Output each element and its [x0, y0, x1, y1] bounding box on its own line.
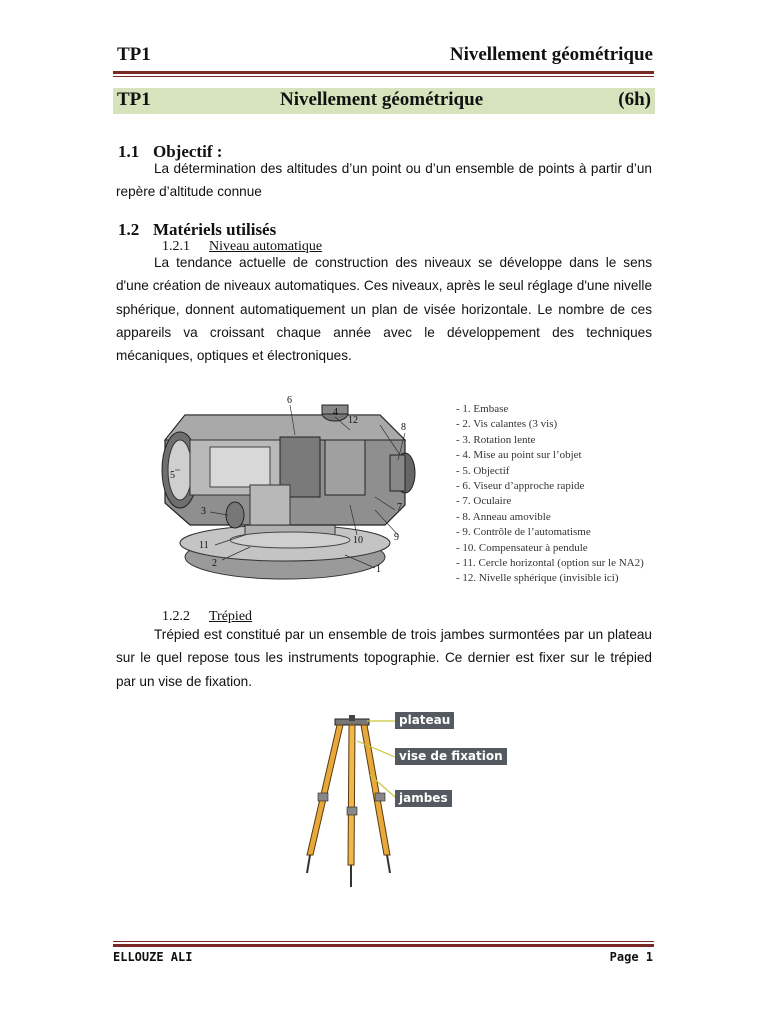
header-rule	[113, 71, 654, 77]
legend-item: - 11. Cercle horizontal (option sur le NA2)	[456, 557, 644, 570]
part-number: 2	[212, 558, 217, 569]
legend-item: - 10. Compensateur à pendule	[456, 541, 588, 554]
section-title: Objectif :	[153, 142, 223, 161]
footer-rule	[113, 941, 654, 947]
subsection-number: 1.2.2	[162, 609, 190, 624]
section-number: 1.2	[118, 220, 140, 239]
legend-item: - 2. Vis calantes (3 vis)	[456, 418, 558, 431]
paragraph-trepied: Trépied est constitué par un ensemble de trois jambes surmontées par un plateau sur le quel repose tous les instruments topographie. Ce dernier est fixer sur le trépied par un vise de fixation.	[116, 627, 652, 689]
subsection-title: Niveau automatique	[209, 239, 323, 254]
legend-item: - 3. Rotation lente	[456, 433, 536, 446]
section-heading-materiels	[118, 220, 276, 240]
legend-item: - 7. Oculaire	[456, 495, 512, 508]
footer-page-number: Page 1	[609, 950, 653, 964]
section-number: 1.1	[118, 142, 140, 161]
callout-plateau: plateau	[395, 712, 454, 729]
title-duration: (6h)	[618, 89, 651, 110]
legend-item: - 6. Viseur d’approche rapide	[456, 480, 585, 493]
paragraph-niveau: La tendance actuelle de construction des niveaux se développe dans le sens d'une création de niveaux automatiques. Ces niveaux, après le seul réglage d'une nivelle sphérique, donnent automatiquement un plan de visée horizontale. Le nombre de ces appareils va croissant chaque année avec le développement des techniques mécaniques, optiques et électroniques.	[116, 255, 652, 364]
callout-jambes: jambes	[395, 790, 452, 807]
part-number: 8	[401, 422, 406, 433]
part-number: 10	[353, 535, 363, 546]
title-code: TP1	[117, 89, 151, 110]
subsection-title: Trépied	[209, 609, 253, 624]
legend-item: - 9. Contrôle de l’automatisme	[456, 526, 591, 539]
figure-legend	[456, 402, 686, 587]
part-number: 4	[333, 407, 338, 418]
legend-item: - 4. Mise au point sur l’objet	[456, 449, 582, 462]
callout-vise-fixation: vise de fixation	[395, 748, 507, 765]
page-header	[113, 44, 653, 68]
subsection-number: 1.2.1	[162, 239, 190, 254]
legend-item: - 1. Embase	[456, 403, 509, 415]
part-number: 1	[376, 564, 381, 575]
title-text: Nivellement géométrique	[280, 89, 484, 110]
part-number: 6	[287, 395, 292, 406]
part-number: 9	[394, 532, 399, 543]
legend-item: - 8. Anneau amovible	[456, 510, 551, 523]
title-bar	[113, 88, 655, 114]
part-number: 12	[348, 415, 358, 426]
trepied-figure	[295, 715, 405, 895]
part-number: 3	[201, 506, 206, 517]
header-right: Nivellement géométrique	[449, 44, 653, 65]
paragraph-objectif: La détermination des altitudes d’un point ou d’un ensemble de points à partir d’un repère d’altitude connue	[116, 161, 652, 200]
part-number: 11	[199, 540, 209, 551]
part-number: 5	[170, 470, 175, 481]
legend-item: - 12. Nivelle sphérique (invisible ici)	[456, 572, 619, 585]
part-number: 7	[397, 502, 402, 513]
legend-item: - 5. Objectif	[456, 464, 510, 477]
header-left: TP1	[117, 44, 151, 65]
footer-author: ELLOUZE ALI	[113, 950, 193, 964]
section-title: Matériels utilisés	[153, 220, 277, 239]
niveau-automatique-figure	[150, 385, 450, 590]
